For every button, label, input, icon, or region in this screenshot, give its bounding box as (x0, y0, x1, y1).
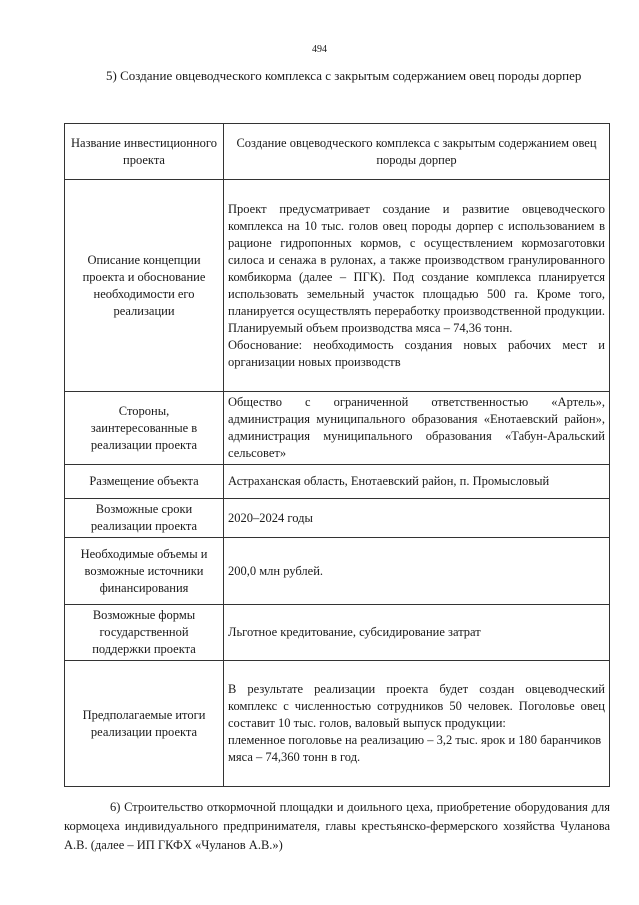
table-row (65, 605, 610, 661)
section-heading: 5) Создание овцеводческого комплекса с закрытым содержанием овец породы дорпер (106, 68, 582, 83)
project-table (64, 123, 610, 787)
row-value-parties: Общество с ограниченной ответственностью «Артель», администрация муниципального образования «Енотаевский район», администрация муниципального образования «Табун-Аральский сельсовет» (224, 392, 610, 465)
concept-description: Проект предусматривает создание и развитие овцеводческого комплекса на 10 тыс. голов овец породы дорпер с использованием в рационе гидропонных кормов, с осуществлением кормозаготовки силоса и сенажа в рулонах, а также производством гранулированного комбикорма (далее – ПГК). Под создание комплекса планируется использовать земельный участок площадью 500 га. Кроме того, планируется осуществлять переработку производственной продукции. Планируемый объем производства мяса – 74,36 тонн. (228, 201, 605, 335)
table-row (65, 392, 610, 465)
row-label-results: Предполагаемые итоги реализации проекта (65, 661, 224, 787)
row-value-location: Астраханская область, Енотаевский район, п. Промысловый (224, 465, 610, 499)
page-number: 494 (312, 44, 327, 55)
results-breeding: племенное поголовье на реализацию – 3,2 тыс. ярок и 180 баранчиков (228, 733, 602, 747)
row-label-support: Возможные формы государственной поддержки проекта (65, 605, 224, 661)
row-value-results (224, 661, 610, 787)
table-row (65, 124, 610, 180)
results-summary: В результате реализации проекта будет создан овцеводческий комплекс с численностью сотрудников 50 человек. Поголовье овец составит 10 тыс. голов, валовый выпуск продукции: (228, 682, 605, 730)
row-label-timeline: Возможные сроки реализации проекта (65, 499, 224, 538)
row-value-concept (224, 180, 610, 392)
row-label-name: Название инвестиционного проекта (65, 124, 224, 180)
row-label-concept: Описание концепции проекта и обоснование необходимости его реализации (65, 180, 224, 392)
results-meat: мяса – 74,360 тонн в год. (228, 750, 361, 764)
row-value-name: Создание овцеводческого комплекса с закрытым содержанием овец породы дорпер (224, 124, 610, 180)
table-row (65, 499, 610, 538)
concept-justification: Обоснование: необходимость создания новых рабочих мест и организации новых производств (228, 337, 605, 369)
table-row (65, 661, 610, 787)
row-label-financing: Необходимые объемы и возможные источники финансирования (65, 538, 224, 605)
row-value-support: Льготное кредитование, субсидирование затрат (224, 605, 610, 661)
row-label-location: Размещение объекта (65, 465, 224, 499)
row-label-parties: Стороны, заинтересованные в реализации проекта (65, 392, 224, 465)
row-value-financing: 200,0 млн рублей. (224, 538, 610, 605)
table-row (65, 538, 610, 605)
row-value-timeline: 2020–2024 годы (224, 499, 610, 538)
next-section-paragraph: 6) Строительство откормочной площадки и доильного цеха, приобретение оборудования для кормоцеха индивидуального предпринимателя, главы крестьянско-фермерского хозяйства Чуланова А.В. (далее – ИП ГКФХ «Чуланов А.В.») (64, 800, 610, 852)
table-row (65, 180, 610, 392)
table-row (65, 465, 610, 499)
